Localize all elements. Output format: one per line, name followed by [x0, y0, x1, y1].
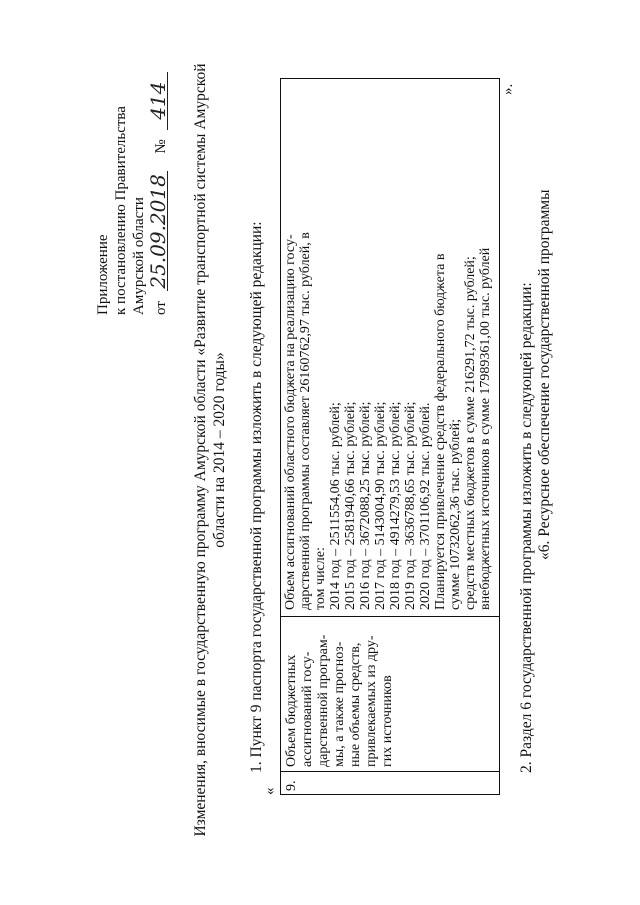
label-line: привлекаемых из дру-	[364, 635, 379, 767]
content-line: внебюджетных источников в сумме 17989361,00 тыс. рублей	[478, 247, 493, 610]
close-quote: ».	[500, 83, 516, 95]
content-line: 2020 год – 3701106,92 тыс. рублей.	[418, 402, 433, 610]
content-line: дарственной программы составляет 26160762,97 тыс. рублей, в	[298, 232, 313, 610]
content-line: 2017 год – 5143004,90 тыс. рублей;	[373, 401, 388, 610]
content-line: 2015 год – 2581940,66 тыс. рублей;	[343, 401, 358, 610]
item-2-text: 2. Раздел 6 государственной программы изложить в следующей редакции:	[518, 282, 535, 773]
signature-number: 414	[150, 72, 168, 130]
content-line: 2019 год – 3636788,65 тыс. рублей;	[403, 401, 418, 610]
heading-line-2: области на 2014 – 2020 годы»	[211, 352, 228, 548]
item-1-text: 1. Пункт 9 паспорта государственной программы изложить в следующей редакции:	[248, 221, 265, 773]
table-content-cell	[281, 80, 499, 616]
signature-date: 25.09.2018	[150, 171, 168, 291]
open-quote: «	[262, 787, 278, 795]
number-prefix: №	[153, 139, 169, 154]
row-number: 9.	[284, 780, 299, 791]
appendix-title: Приложение	[95, 234, 111, 315]
content-line: сумме 10732062,36 тыс. рублей;	[448, 418, 463, 610]
label-line: мы, а также прогноз-	[332, 641, 347, 767]
table-label-cell	[281, 616, 499, 772]
content-line: 2014 год – 2511554,06 тыс. рублей;	[328, 402, 343, 610]
content-line: средств местных бюджетов в сумме 216291,72 тыс. рублей;	[463, 256, 478, 610]
label-line: ные объемы средств,	[348, 642, 363, 767]
content-line: Объем ассигнований областного бюджета на реализацию госу-	[283, 234, 298, 610]
label-line: ассигнований госу-	[300, 651, 315, 767]
label-line: Объем бюджетных	[284, 654, 299, 767]
content-line: том числе:	[313, 547, 328, 610]
content-line: 2016 год – 3672088,25 тыс. рублей;	[358, 401, 373, 610]
table-number-cell	[281, 771, 499, 794]
label-line: дарственной програм-	[316, 634, 331, 767]
heading-line-1: Изменения, вносимые в государственную программу Амурской области «Развитие транспортной системы Амурской	[192, 63, 209, 837]
label-line: гих источников	[380, 675, 395, 767]
content-line: Планируется привлечение средств федерального бюджета в	[433, 253, 448, 610]
appendix-date-line	[146, 72, 170, 315]
appendix-line-1: к постановлению Правительства	[113, 106, 129, 315]
section-6-heading: «6. Ресурсное обеспечение государственной программы	[536, 189, 553, 560]
date-prefix: от	[153, 301, 169, 315]
content-line: 2018 год – 4914279,53 тыс. рублей;	[388, 401, 403, 610]
passport-table	[280, 78, 500, 795]
appendix-line-2: Амурской области	[131, 197, 147, 315]
